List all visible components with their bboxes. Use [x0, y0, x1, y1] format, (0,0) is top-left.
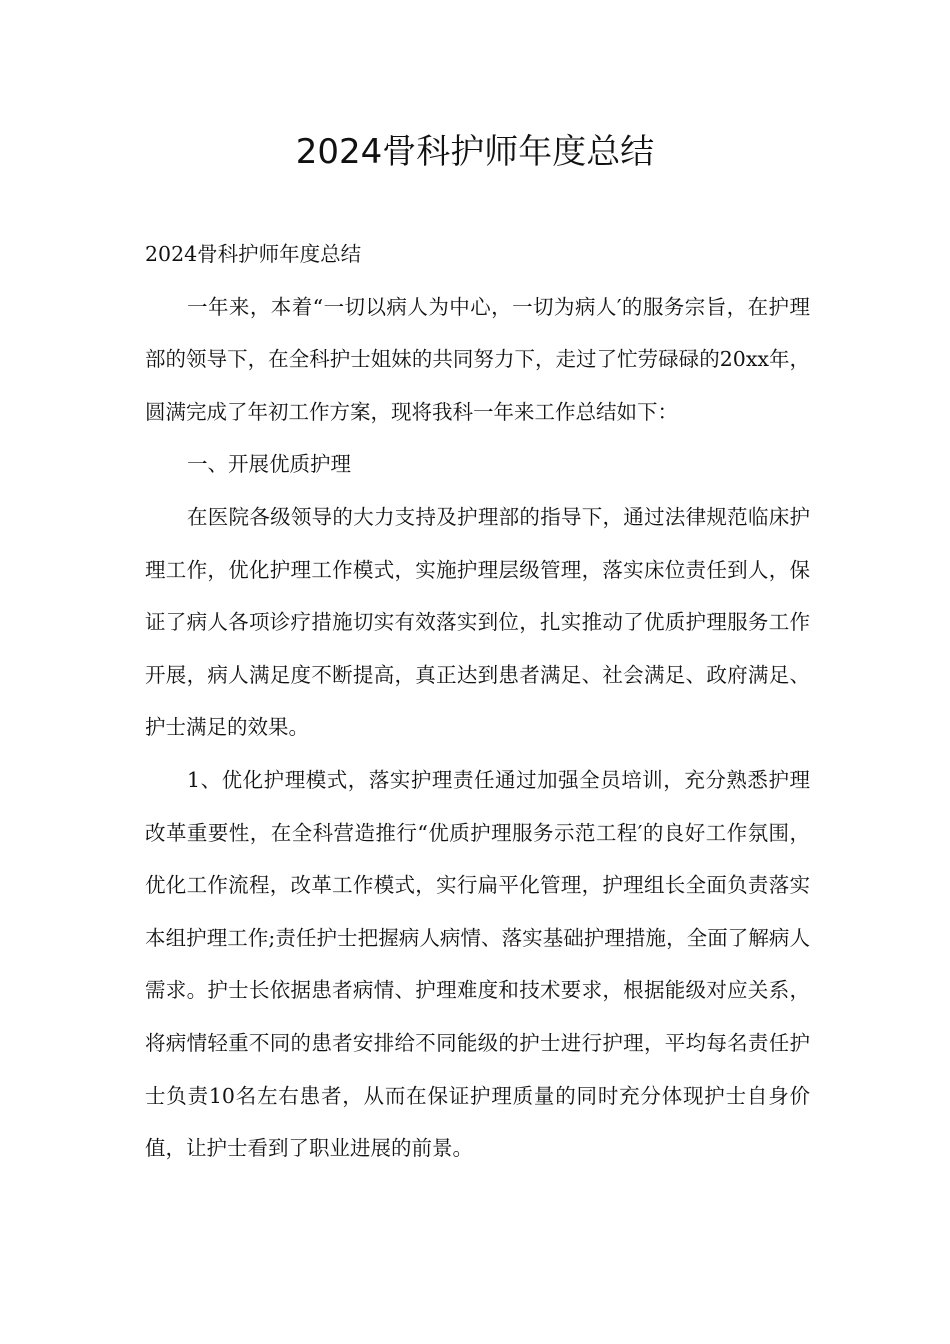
section-paragraph: 在医院各级领导的大力支持及护理部的指导下，通过法律规范临床护理工作，优化护理工作模式，实施护理层级管理，落实床位责任到人，保证了病人各项诊疗措施切实有效落实到位，扎实推动了优质护理服务工作开展，病人满足度不断提高，真正达到患者满足、社会满足、政府满足、护士满足的效果。: [145, 504, 810, 740]
intro-paragraph: 一年来，本着“一切以病人为中心，一切为病人′的服务宗旨，在护理部的领导下，在全科护士姐妹的共同努力下，走过了忙劳碌碌的20xx年，圆满完成了年初工作方案，现将我科一年来工作总结如下：: [145, 294, 810, 424]
subsection-paragraph: 1、优化护理模式，落实护理责任通过加强全员培训，充分熟悉护理改革重要性，在全科营造推行“优质护理服务示范工程′的良好工作氛围，优化工作流程，改革工作模式，实行扁平化管理，护理组长全面负责落实本组护理工作;责任护士把握病人病情、落实基础护理措施，全面了解病人需求。护士长依据患者病情、护理难度和技术要求，根据能级对应关系，将病情轻重不同的患者安排给不同能级的护士进行护理，平均每名责任护士负责10名左右患者，从而在保证护理质量的同时充分体现护士自身价值，让护士看到了职业进展的前景。: [145, 767, 810, 1161]
subtitle-paragraph: 2024骨科护师年度总结: [145, 242, 362, 266]
document-body: [145, 228, 810, 1175]
section-heading: 一、开展优质护理: [187, 452, 351, 477]
document-title: 2024骨科护师年度总结: [295, 132, 655, 172]
